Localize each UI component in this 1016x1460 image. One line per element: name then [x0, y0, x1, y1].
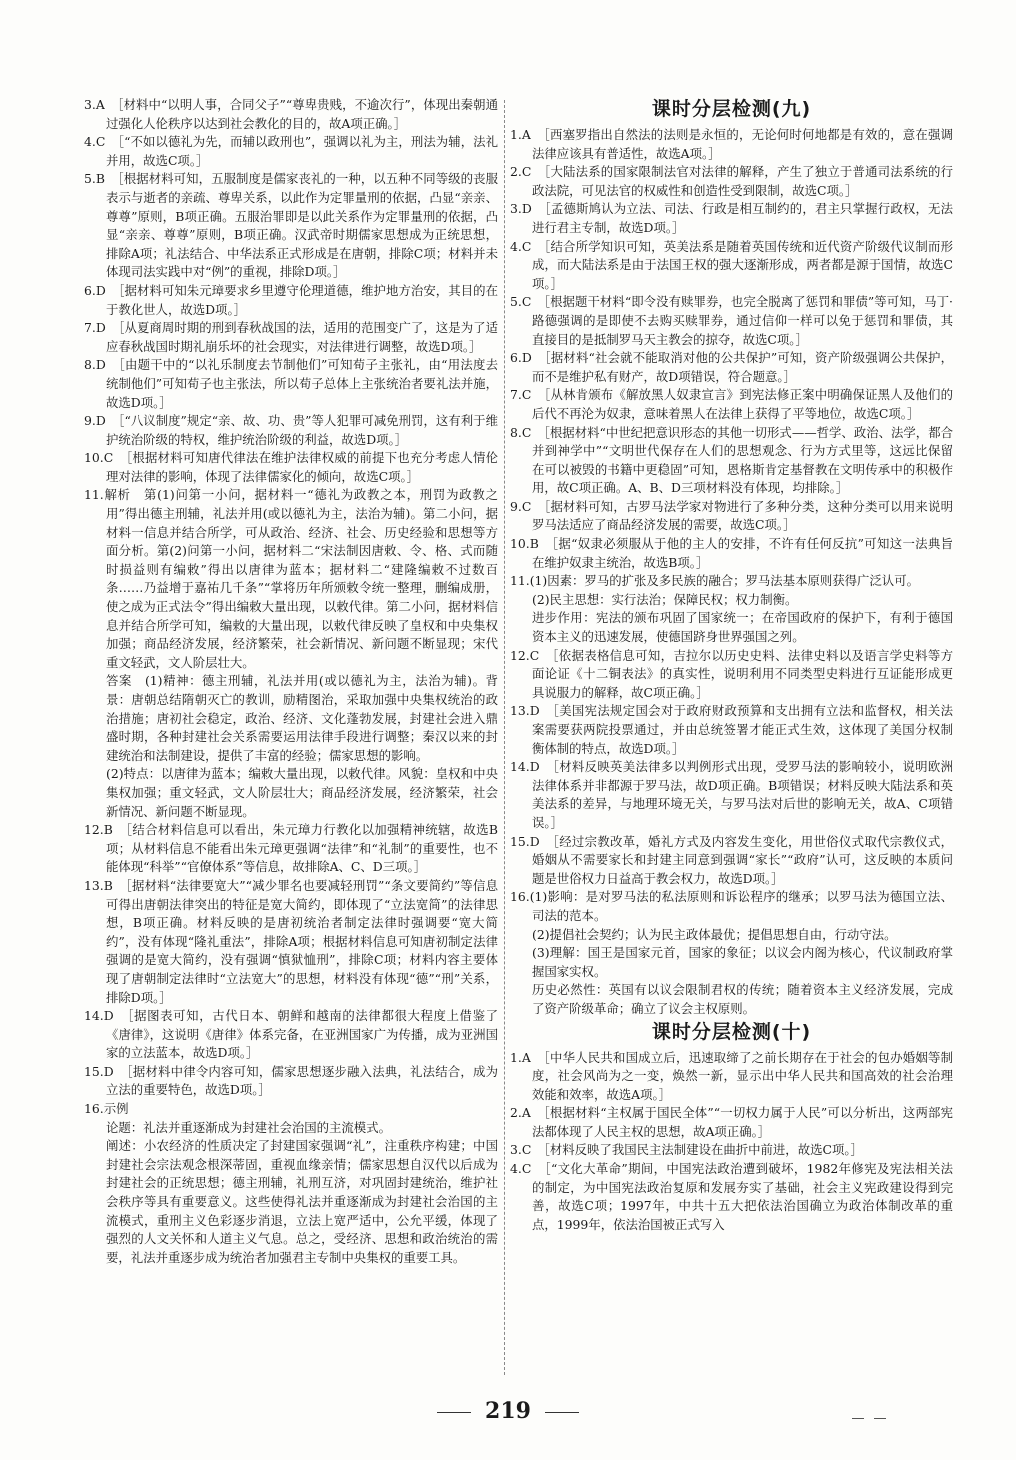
answer-item: 6.D ［据材料可知朱元璋要求乡里遵守伦理道德，维护地方治安，其目的在于教化世人，故选D项。］: [84, 282, 498, 317]
scan-mark: [874, 1418, 886, 1419]
scan-mark: [852, 1418, 864, 1419]
answer-item: 16.示例: [84, 1101, 129, 1117]
right-column: [510, 96, 953, 1234]
page-number-text: 219: [485, 1398, 531, 1424]
column-divider: [504, 100, 505, 1375]
answer-item: 14.D ［材料反映英美法律多以判例形式出现，受罗马法的影响较小，说明欧洲法律体系并非都源于罗马法，故D项正确。B项错误；材料反映大陆法系和英美法系的差异，与地理环境无关，与罗马法对后世的影响无关，故A、C项错误。］: [510, 759, 953, 830]
answer-item: 8.D ［由题干中的“以礼乐制度去节制他们”可知荀子主张礼，由“用法度去统制他们”可知荀子也主张法，所以荀子总体上主张统治者要礼法并施，故选D项。］: [84, 357, 498, 410]
answer-item: 8.C ［根据材料“中世纪把意识形态的其他一切形式——哲学、政治、法学，都合并到神学中”“文明世代保存在人们的思想观念、行为方式里等，这远比保留在可以被毁的书籍中更稳固”可知，恩格斯肯定基督教在文明传承中的积极作用，故C项正确。A、B、D三项材料没有体现，均排除。］: [510, 424, 953, 496]
answer-item: 4.C ［“文化大革命”期间，中国宪法政治遭到破坏，1982年修宪及宪法相关法的制定，为中国宪法政治复原和发展夯实了基础，社会主义宪政建设得到完善，故选C项；1997年，中共十五大把依法治国确立为政治体制改革的重点，1999年，依法治国被正式写入: [510, 1161, 953, 1232]
answer-item: 5.C ［根据题干材料“即令没有赎罪券，也完全脱离了惩罚和罪债”等可知，马丁·路德强调的是即使不去购买赎罪券，通过信仰一样可以免于惩罚和罪债，其直接目的是抵制罗马天主教会的掠夺，故选C项。］: [510, 294, 953, 347]
answer-subparagraph: (2)提倡社会契约；认为民主政体最优；提倡思想自由，行动守法。: [532, 926, 897, 942]
answer-item: 4.C ［“不如以德礼为先，而辅以政刑也”，强调以礼为主，刑法为辅，法礼并用，故选C项。］: [84, 134, 498, 168]
answer-item: 11.(1)因素：罗马的扩张及多民族的融合；罗马法基本原则获得广泛认可。: [510, 573, 919, 589]
answer-item: 2.C ［大陆法系的国家限制法官对法律的解释，产生了独立于普通司法系统的行政法院，可见法官的权威性和创造性受到限制，故选C项。］: [510, 164, 953, 198]
answer-subparagraph: (2)民主思想：实行法治；保障民权；权力制衡。: [532, 591, 798, 607]
answer-item: 15.D ［经过宗教改革，婚礼方式及内容发生变化，用世俗仪式取代宗教仪式，婚姻从不需要家长和封建主同意到强调“家长”“政府”认可，这反映的本质问题是世俗权力日益高于教会权力，故选D项。］: [510, 833, 953, 886]
left-column: [84, 96, 498, 1267]
answer-item: 11.解析 第(1)问第一小问，据材料一“德礼为政教之本，刑罚为政教之用”得出德主刑辅，礼法并用(或以德礼为主，法治为辅)。第二小问，据材料一信息并结合所学，可从政治、经济、社会、历史经验和思想等方面分析。第(2)问第一小问，据材料二“宋法制因唐敕、令、格、式而随时损益则有编敕”得出以唐律为蓝本；据材料二“建隆编敕不过数百条……乃益增于嘉祐几千条”“掌将历年所颁敕令统一整理，删编成册，使之成为正式法令”得出编敕大量出现，以敕代律。第二小问，据材料信息并结合所学可知，编敕的大量出现，以敕代律反映了皇权和中央集权加强；商品经济发展，经济繁荣，社会新情况、新问题不断显现；宋代重文轻武，文人阶层壮大。: [84, 487, 498, 670]
answer-subparagraph: 阐述：小农经济的性质决定了封建国家强调“礼”，注重秩序构建；中国封建社会宗法观念根深蒂固，重视血缘亲情；儒家思想自汉代以后成为封建社会的正统思想；德主刑辅，礼刑互济，对巩固封建统治，维护社会秩序等具有重要意义。这些使得礼法并重逐渐成为封建社会治国的主流模式，重刑主义色彩逐步消退，立法上宽严适中，公允平缓，体现了强烈的人文关怀和人道主义气息。总之，受经济、思想和政治统治的需要，礼法并重逐步成为统治者加强君主专制中央集权的重要工具。: [106, 1138, 498, 1265]
answer-item: 3.D ［孟德斯鸠认为立法、司法、行政是相互制约的，君主只掌握行政权，无法进行君主专制，故选D项。］: [510, 201, 953, 235]
answer-item: 9.C ［据材料可知，古罗马法学家对物进行了多种分类，这种分类可以用来说明罗马法适应了商品经济发展的需要，故选C项。］: [510, 498, 953, 533]
answer-item: 4.C ［结合所学知识可知，英美法系是随着英国传统和近代资产阶级代议制而形成，而大陆法系是由于法国王权的强大逐渐形成，两者都是源于国情，故选C项。］: [510, 238, 953, 291]
answer-item: 9.D ［“八议制度”规定“亲、故、功、贵”等人犯罪可减免刑罚，这有利于维护统治阶级的特权，维护统治阶级的利益，故选D项。］: [84, 413, 498, 447]
answer-item: 10.B ［据“奴隶必须服从于他的主人的安排，不许有任何反抗”可知这一法典旨在维护奴隶主统治，故选B项。］: [510, 536, 953, 570]
answer-item: 13.B ［据材料“法律要宽大”“减少罪名也要减轻刑罚”“条文要简约”等信息可得出唐朝法律突出的特征是宽大简约，即体现了“立法宽简”的法律思想，B项正确。材料反映的是唐初统治者制定法律时强调要“宽大简约”，没有体现“隆礼重法”，排除A项；根据材料信息可知唐初制定法律强调的是宽大简约，没有强调“慎狱恤刑”，排除C项；材料内容主要体现了唐朝制定法律时“立法宽大”的思想，材料没有体现“德”“刑”关系，排除D项。］: [84, 877, 498, 1005]
answer-subparagraph: 答案 (1)精神：德主刑辅，礼法并用(或以德礼为主，法治为辅)。背景：唐朝总结隋朝灭亡的教训，励精图治，采取加强中央集权统治的政治措施；唐初社会稳定，政治、经济、文化蓬勃发展，封建社会进入鼎盛时期，各种封建社会关系需要运用法律手段进行调整；秦汉以来的封建统治和法制建设，提供了丰富的经验；儒家思想的影响。: [106, 673, 498, 763]
answer-item: 10.C ［根据材料可知唐代律法在维护法律权威的前提下也充分考虑人情伦理对法律的影响，体现了法律儒家化的倾向，故选C项。］: [84, 450, 498, 484]
answer-item: 14.D ［据图表可知，古代日本、朝鲜和越南的法律都很大程度上借鉴了《唐律》，这说明《唐律》体系完备，在亚洲国家广为传播，成为亚洲国家的立法蓝本，故选D项。］: [84, 1008, 498, 1061]
answer-item: 7.D ［从夏商周时期的刑到春秋战国的法，适用的范围变广了，这是为了适应春秋战国时期礼崩乐坏的社会现实，对法律进行调整，故选D项。］: [84, 320, 498, 354]
answer-item: 12.B ［结合材料信息可以看出，朱元璋力行教化以加强精神统辖，故选B项；从材料信息不能看出朱元璋更强调“法律”和“礼制”的重要性，也不能体现“科举”“官僚体系”等信息，故排除A、C、D三项。］: [84, 822, 498, 875]
answer-item: 12.C ［依据表格信息可知，吉拉尔以历史史料、法律史料以及语言学史料等方面论证《十二铜表法》的真实性，说明利用不同类型史料进行互证能形成更具说服力的解释，故C项正确。］: [510, 647, 953, 700]
section-title: 课时分层检测(九): [651, 98, 812, 120]
answer-item: 6.D ［据材料“社会就不能取消对他的公共保护”可知，资产阶级强调公共保护，而不是维护私有财产，故D项错误，符合题意。］: [510, 350, 953, 384]
section-title: 课时分层检测(十): [651, 1020, 812, 1043]
answer-item: 3.C ［材料反映了我国民主法制建设在曲折中前进，故选C项。］: [510, 1142, 863, 1158]
answer-item: 7.C ［从林肯颁布《解放黑人奴隶宣言》到宪法修正案中明确保证黑人及他们的后代不再沦为奴隶，意味着黑人在法律上获得了平等地位，故选C项。］: [510, 387, 953, 421]
answer-item: 1.A ［西塞罗指出自然法的法则是永恒的，无论何时何地都是有效的，意在强调法律应该具有普适性，故选A项。］: [510, 127, 953, 161]
answer-subparagraph: (2)特点：以唐律为蓝本；编敕大量出现，以敕代律。风貌：皇权和中央集权加强；重文轻武，文人阶层壮大；商品经济发展，经济繁荣，社会新情况、新问题不断显现。: [106, 766, 498, 819]
answer-subparagraph: 历史必然性：英国有以议会限制君权的传统；随着资本主义经济发展，完成了资产阶级革命；确立了议会主权原则。: [532, 982, 953, 1016]
answer-subparagraph: 论题：礼法并重逐渐成为封建社会治国的主流模式。: [106, 1119, 391, 1135]
answer-item: 1.A ［中华人民共和国成立后，迅速取缔了之前长期存在于社会的包办婚姻等制度，社会风尚为之一变，焕然一新，显示出中华人民共和国高效的社会治理效能和效率，故选A项。］: [510, 1049, 953, 1102]
answer-subparagraph: 进步作用：宪法的颁布巩固了国家统一；在帝国政府的保护下，有利于德国资本主义的迅速发展，使德国跻身世界强国之列。: [532, 610, 953, 645]
answer-item: 5.B ［根据材料可知，五服制度是儒家丧礼的一种，以五种不同等级的丧服表示与逝者的亲疏、尊卑关系，以此作为定罪量刑的依据，凸显“亲亲、尊尊”原则，B项正确。五服治罪即是以此关系作为定罪量刑的依据，凸显“亲亲、尊尊”原则，B项正确。汉武帝时期儒家思想成为正统思想，排除A项；礼法结合、中华法系正式形成是在唐朝，排除C项；材料并未体现司法实践中对“例”的重视，排除D项。］: [84, 171, 498, 280]
answer-item: 15.D ［据材料中律令内容可知，儒家思想逐步融入法典，礼法结合，成为立法的重要特色，故选D项。］: [84, 1063, 498, 1098]
answer-item: 3.A ［材料中“以明人事，合同父子”“尊卑贵贱，不逾次行”，体现出秦朝通过强化人伦秩序以达到社会教化的目的，故A项正确。］: [84, 97, 498, 131]
answer-item: 2.A ［根据材料“主权属于国民全体”“一切权力属于人民”可以分析出，这两部宪法都体现了人民主权的思想，故A项正确。］: [510, 1105, 953, 1139]
answer-item: 16.(1)影响：是对罗马法的私法原则和诉讼程序的继承；以罗马法为德国立法、司法的范本。: [510, 889, 953, 923]
answer-item: 13.D ［美国宪法规定国会对于政府财政预算和支出拥有立法和监督权，相关法案需要获两院投票通过，并由总统签署才能正式生效，这体现了美国分权制衡体制的特点，故选D项。］: [510, 703, 953, 756]
answer-subparagraph: (3)理解：国王是国家元首，国家的象征；以议会内阁为核心，代议制政府掌握国家实权。: [532, 945, 953, 979]
page-number: [0, 1398, 1016, 1424]
